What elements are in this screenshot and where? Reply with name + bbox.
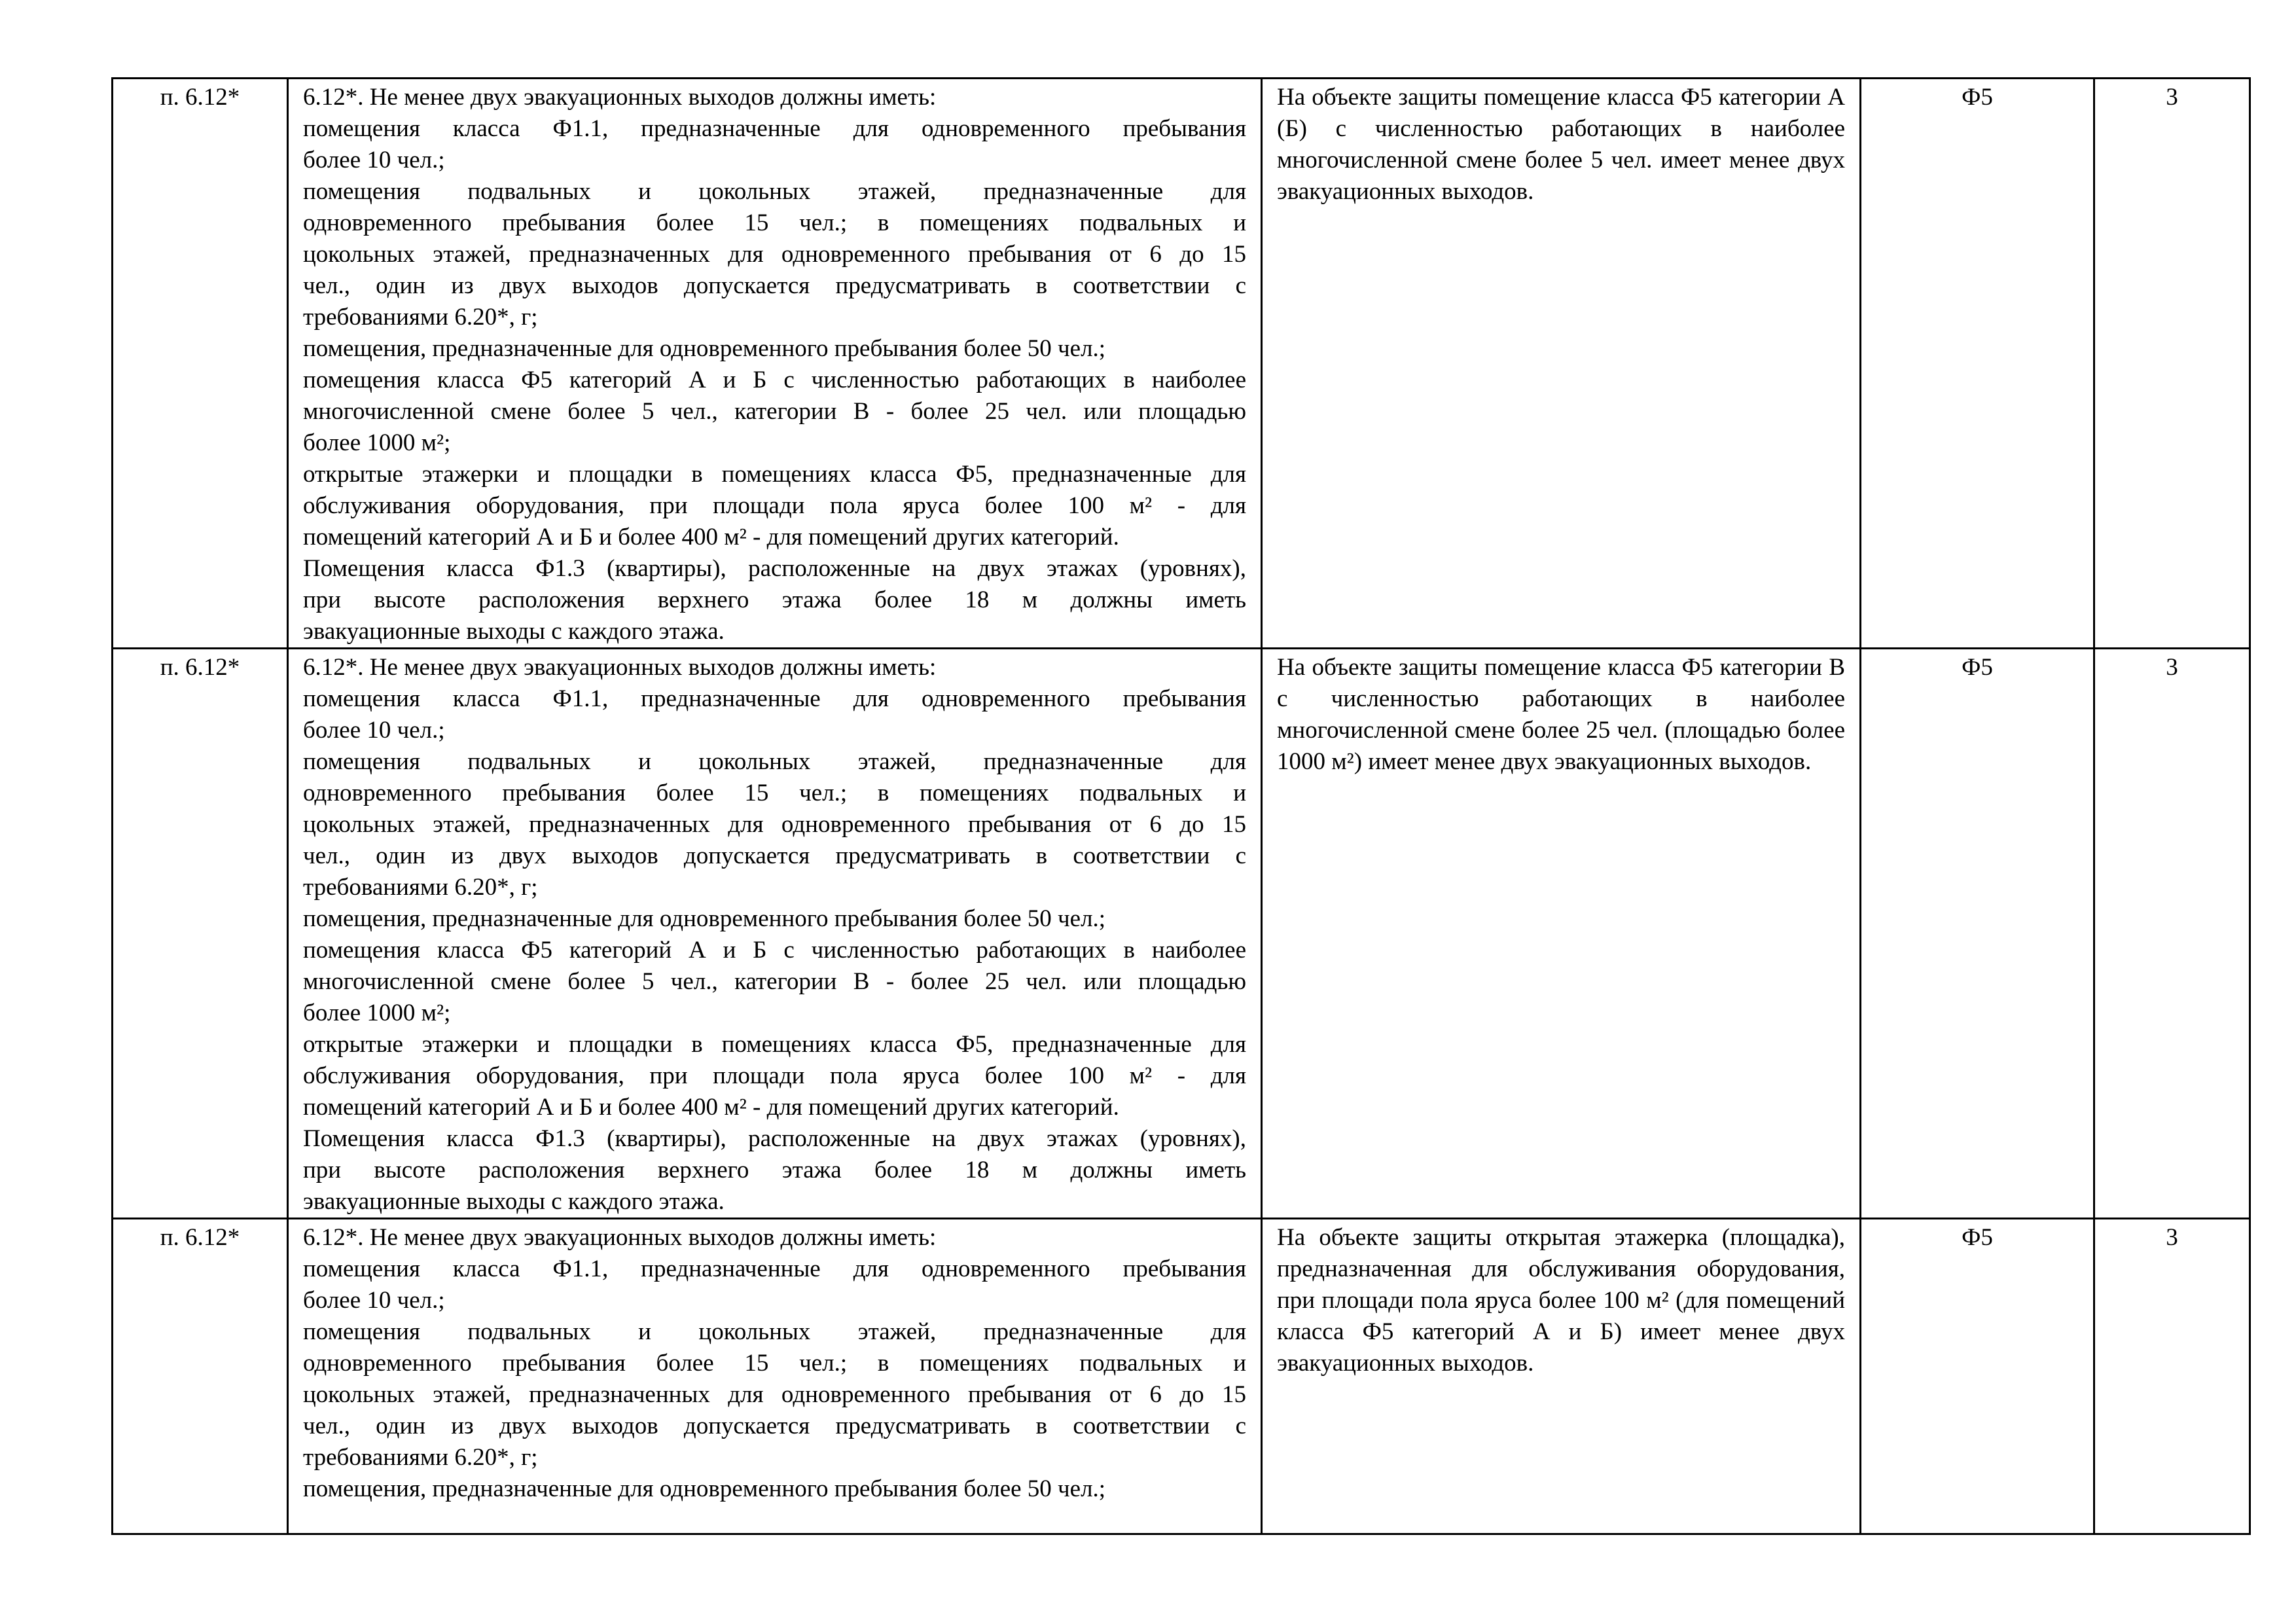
number-cell: 3: [2094, 649, 2250, 1219]
requirement-line: при высоте расположения верхнего этажа более 18 м должны иметь: [303, 586, 1246, 613]
requirement-line: требованиями 6.20*, г;: [303, 304, 538, 331]
number-cell: 3: [2094, 79, 2250, 649]
requirement-line: помещения, предназначенные для одновременного пребывания более 50 чел.;: [303, 1475, 1106, 1502]
requirement-line: помещения класса Ф1.1, предназначенные для одновременного пребывания: [303, 1255, 1246, 1282]
table-row: [113, 649, 2250, 1219]
requirement-line: требованиями 6.20*, г;: [303, 874, 538, 901]
requirement-line: помещения подвальных и цокольных этажей, предназначенные для: [303, 178, 1246, 205]
class-cell: Ф5: [1861, 1219, 2094, 1534]
requirement-line: помещения класса Ф1.1, предназначенные для одновременного пребывания: [303, 115, 1246, 142]
requirement-line: Помещения класса Ф1.3 (квартиры), расположенные на двух этажах (уровнях),: [303, 1125, 1246, 1152]
violation-cell: На объекте защиты открытая этажерка (площадка), предназначенная для обслуживания оборудования, при площади пола яруса более 100 м² (для помещений класса Ф5 категорий А и Б) имеет менее двух эвакуационных выходов.: [1262, 1219, 1861, 1534]
requirement-line: одновременного пребывания более 15 чел.; в помещениях подвальных и: [303, 780, 1246, 806]
requirement-line: помещения класса Ф5 категорий А и Б с численностью работающих в наиболее: [303, 937, 1246, 964]
requirement-line: чел., один из двух выходов допускается предусматривать в соответствии с: [303, 1413, 1246, 1439]
requirement-line: Помещения класса Ф1.3 (квартиры), расположенные на двух этажах (уровнях),: [303, 555, 1246, 582]
requirement-line: открытые этажерки и площадки в помещениях класса Ф5, предназначенные для: [303, 1031, 1246, 1058]
requirement-line: эвакуационные выходы с каждого этажа.: [303, 618, 725, 645]
clause-cell: п. 6.12*: [113, 649, 288, 1219]
requirement-line: цокольных этажей, предназначенных для одновременного пребывания от 6 до 15: [303, 241, 1246, 268]
clause-cell: п. 6.12*: [113, 1219, 288, 1534]
requirement-line: помещения класса Ф5 категорий А и Б с численностью работающих в наиболее: [303, 367, 1246, 393]
requirement-line: помещения, предназначенные для одновременного пребывания более 50 чел.;: [303, 905, 1106, 932]
requirement-line: 6.12*. Не менее двух эвакуационных выходов должны иметь:: [303, 84, 937, 111]
requirement-line: эвакуационные выходы с каждого этажа.: [303, 1188, 725, 1215]
number-cell: 3: [2094, 1219, 2250, 1534]
requirement-line: более 1000 м²;: [303, 1000, 451, 1026]
requirement-cell: [288, 79, 1262, 649]
class-cell: Ф5: [1861, 649, 2094, 1219]
requirement-line: 6.12*. Не менее двух эвакуационных выходов должны иметь:: [303, 1224, 937, 1251]
clause-cell: п. 6.12*: [113, 79, 288, 649]
requirements-table: [111, 77, 2251, 1535]
requirement-line: одновременного пребывания более 15 чел.; в помещениях подвальных и: [303, 209, 1246, 236]
requirement-line: одновременного пребывания более 15 чел.; в помещениях подвальных и: [303, 1350, 1246, 1377]
requirement-line: более 10 чел.;: [303, 1287, 445, 1314]
requirement-cell: [288, 1219, 1262, 1534]
requirement-line: помещений категорий А и Б и более 400 м² - для помещений других категорий.: [303, 524, 1119, 550]
requirement-line: более 10 чел.;: [303, 147, 445, 173]
requirement-line: обслуживания оборудования, при площади пола яруса более 100 м² - для: [303, 1062, 1246, 1089]
requirement-line: многочисленной смене более 5 чел., категории В - более 25 чел. или площадью: [303, 398, 1246, 425]
violation-cell: На объекте защиты помещение класса Ф5 категории В с численностью работающих в наиболее многочисленной смене более 25 чел. (площадью более 1000 м²) имеет менее двух эвакуационных выходов.: [1262, 649, 1861, 1219]
requirement-line: открытые этажерки и площадки в помещениях класса Ф5, предназначенные для: [303, 461, 1246, 488]
requirement-line: цокольных этажей, предназначенных для одновременного пребывания от 6 до 15: [303, 1381, 1246, 1408]
requirement-line: чел., один из двух выходов допускается предусматривать в соответствии с: [303, 842, 1246, 869]
table-row: [113, 1219, 2250, 1534]
class-cell: Ф5: [1861, 79, 2094, 649]
requirement-line: помещения подвальных и цокольных этажей, предназначенные для: [303, 748, 1246, 775]
table-row: [113, 79, 2250, 649]
requirement-cell: [288, 649, 1262, 1219]
requirement-line: более 1000 м²;: [303, 429, 451, 456]
requirement-line: 6.12*. Не менее двух эвакуационных выходов должны иметь:: [303, 654, 937, 681]
requirement-line: помещения, предназначенные для одновременного пребывания более 50 чел.;: [303, 335, 1106, 362]
requirement-line: чел., один из двух выходов допускается предусматривать в соответствии с: [303, 272, 1246, 299]
violation-cell: На объекте защиты помещение класса Ф5 категории А (Б) с численностью работающих в наиболее многочисленной смене более 5 чел. имеет менее двух эвакуационных выходов.: [1262, 79, 1861, 649]
requirement-line: обслуживания оборудования, при площади пола яруса более 100 м² - для: [303, 492, 1246, 519]
requirement-line: цокольных этажей, предназначенных для одновременного пребывания от 6 до 15: [303, 811, 1246, 838]
requirement-line: более 10 чел.;: [303, 717, 445, 744]
requirement-line: помещения класса Ф1.1, предназначенные для одновременного пребывания: [303, 685, 1246, 712]
requirement-line: при высоте расположения верхнего этажа более 18 м должны иметь: [303, 1157, 1246, 1183]
requirement-line: помещения подвальных и цокольных этажей, предназначенные для: [303, 1318, 1246, 1345]
requirement-line: многочисленной смене более 5 чел., категории В - более 25 чел. или площадью: [303, 968, 1246, 995]
requirement-line: требованиями 6.20*, г;: [303, 1444, 538, 1471]
requirement-line: помещений категорий А и Б и более 400 м² - для помещений других категорий.: [303, 1094, 1119, 1121]
